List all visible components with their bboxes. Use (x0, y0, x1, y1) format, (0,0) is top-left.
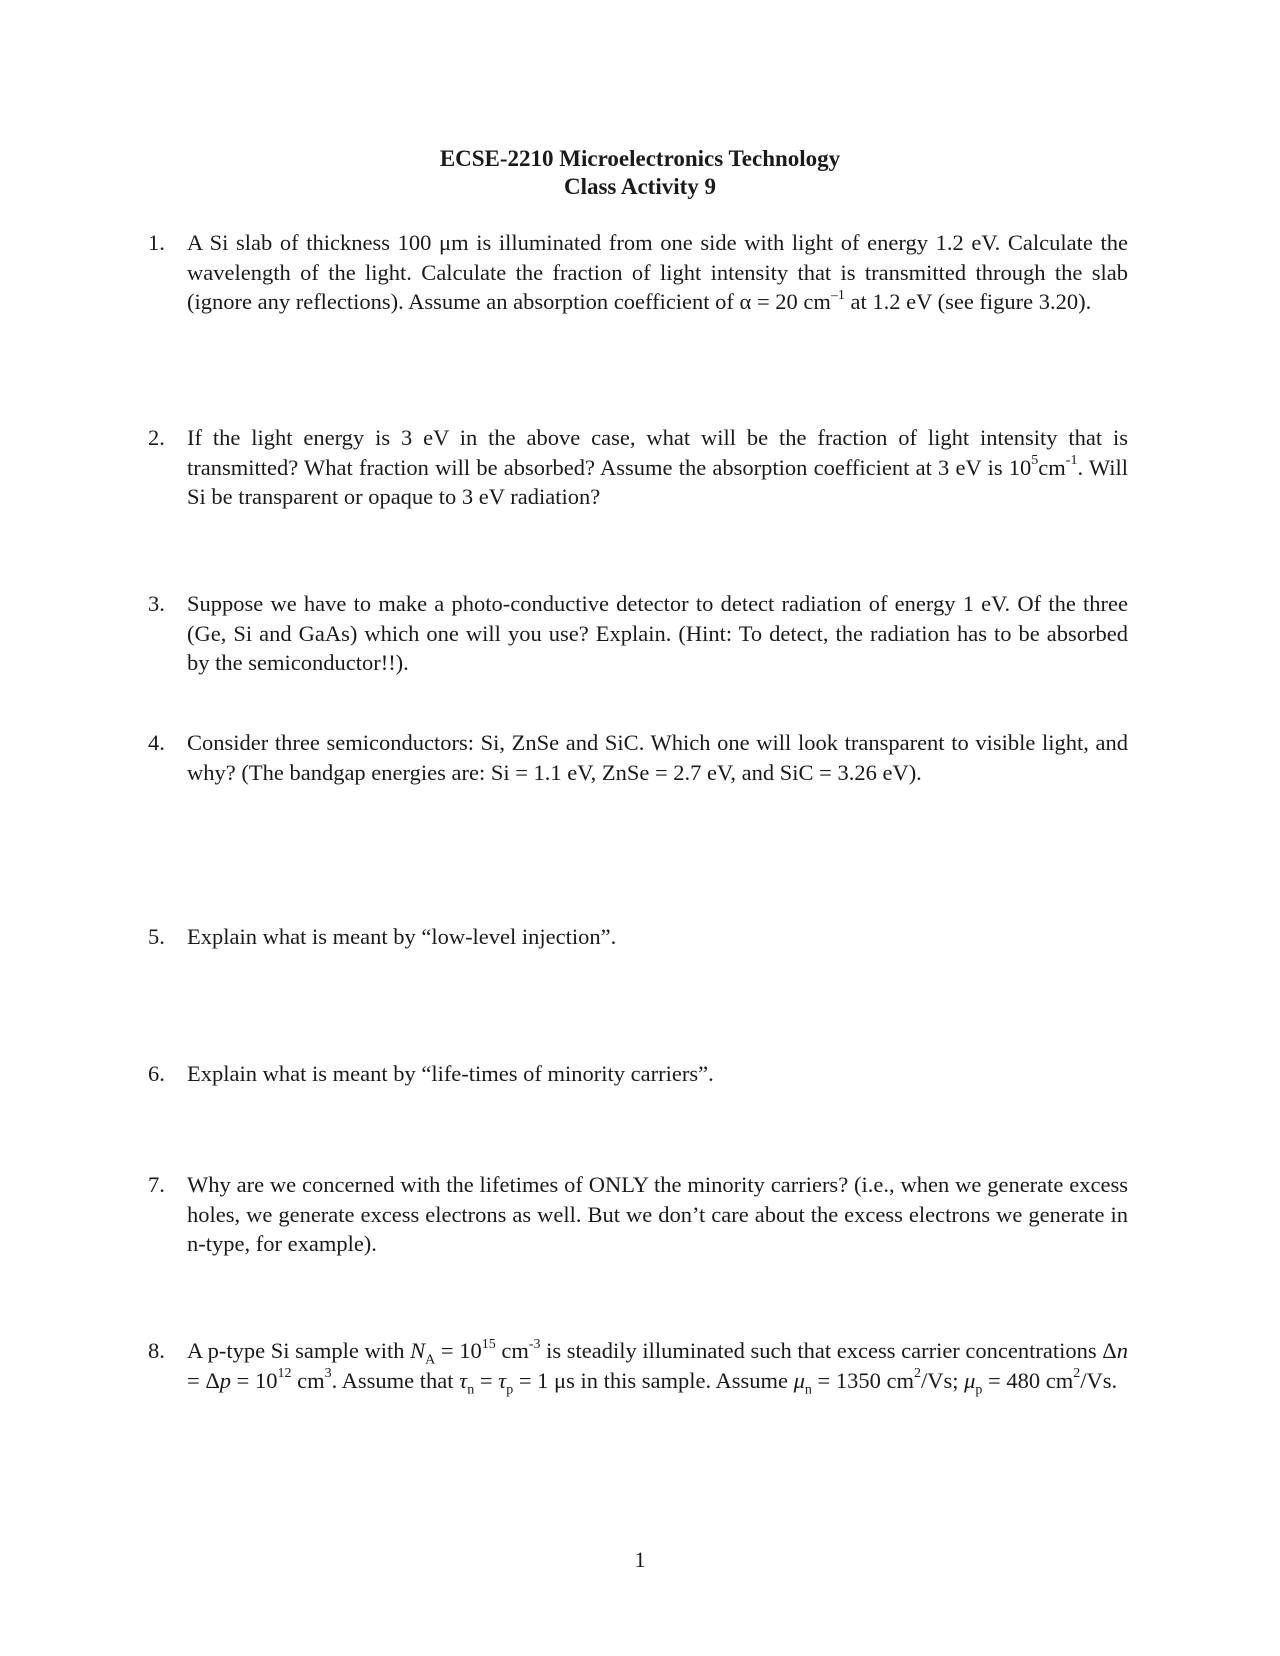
course-title: ECSE-2210 Microelectronics Technology (439, 146, 841, 171)
question-text: Suppose we have to make a photo-conductive detector to detect radiation of energy 1 eV. Of the three (Ge, Si and GaAs) which one will you use? Explain. (Hint: To detect, the radiation has to be absorbed by the semiconductor!!). (187, 591, 1128, 675)
question-8 (148, 1336, 1128, 1395)
question-number: 3. (148, 591, 165, 616)
question-6 (148, 1059, 1128, 1089)
question-text: A p-type Si sample with $N_A = 10^{15}$ $cm^{-3}$ is steadily illuminated such that excess carrier concentrations $\Delta n = \Delta p = 10^{12}$ $cm^3$. Assume that $\tau_n = \tau_p = 1$ μs in this sample. Assume $\mu_n = 1350$ $cm^2/Vs$; $\mu_p = 480$ $cm^2/Vs$. (187, 1336, 1128, 1397)
question-4 (148, 728, 1128, 787)
activity-title: Class Activity 9 (563, 174, 717, 199)
question-7 (148, 1170, 1128, 1259)
question-text: A Si slab of thickness 100 μm is illuminated from one side with light of energy 1.2 eV. Calculate the wavelength of the light. Calculate the fraction of light intensity that is transmitted through the slab (ignore any reflections). Assume an absorption coefficient of α = 20 $cm^{-1}$ at 1.2 eV (see figure 3.20). (187, 230, 1128, 314)
question-3 (148, 589, 1128, 678)
question-text: Consider three semiconductors: Si, ZnSe and SiC. Which one will look transparent to visible light, and why? (The bandgap energies are: Si = 1.1 eV, ZnSe = 2.7 eV, and SiC = 3.26 eV). (187, 730, 1128, 785)
question-text: Explain what is meant by “low-level injection”. (187, 924, 617, 949)
question-2 (148, 423, 1128, 512)
question-number: 5. (148, 924, 165, 949)
question-number: 1. (148, 230, 165, 255)
question-number: 2. (148, 425, 165, 450)
page-number: 1 (634, 1547, 646, 1572)
question-text: If the light energy is 3 eV in the above case, what will be the fraction of light intensity that is transmitted? What fraction will be absorbed? Assume the absorption coefficient at 3 eV is $10^5cm^{-1}$. Will Si be transparent or opaque to 3 eV radiation? (187, 425, 1128, 509)
question-text: Why are we concerned with the lifetimes of ONLY the minority carriers? (i.e., when we generate excess holes, we generate excess electrons as well. But we don’t care about the excess electrons we generate in n-type, for example). (187, 1172, 1128, 1256)
question-number: 8. (148, 1338, 165, 1363)
question-number: 4. (148, 730, 165, 755)
question-number: 6. (148, 1061, 165, 1086)
question-1 (148, 228, 1128, 317)
question-text: Explain what is meant by “life-times of minority carriers”. (187, 1061, 714, 1086)
question-5 (148, 922, 1128, 952)
question-number: 7. (148, 1172, 165, 1197)
